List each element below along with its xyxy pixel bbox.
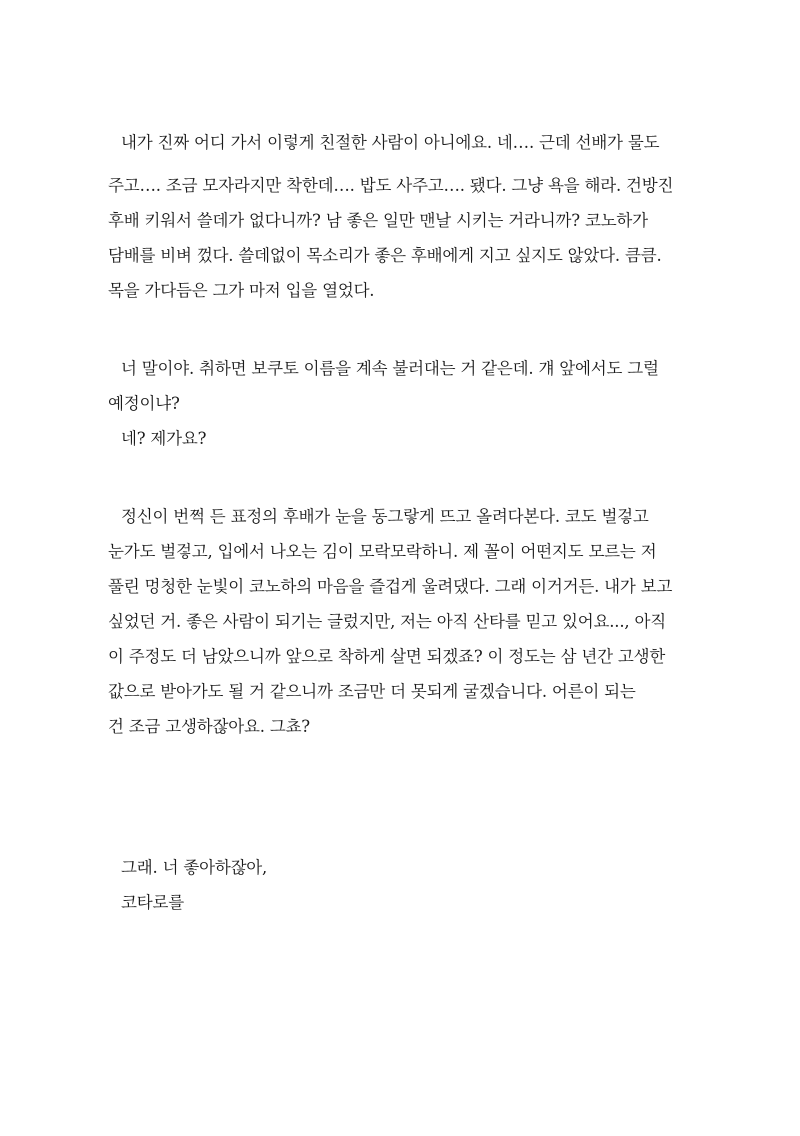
text-line: 값으로 받아가도 될 거 같으니까 조금만 더 못되게 굴겠습니다. 어른이 되는 <box>108 682 636 701</box>
text-line: 코타로를 <box>121 893 184 912</box>
text-line: 이 주정도 더 남았으니까 앞으로 착하게 살면 되겠죠? 이 정도는 삼 년간 고생한 <box>108 647 666 666</box>
text-line: 예정이냐? <box>108 394 180 413</box>
text-line: 싶었던 거. 좋은 사람이 되기는 글렀지만, 저는 아직 산타를 믿고 있어요..., 아직 <box>108 612 666 631</box>
text-line: 담배를 비벼 껐다. 쓸데없이 목소리가 좋은 후배에게 지고 싶지도 않았다. 큼큼. <box>108 246 662 265</box>
text-line: 풀린 멍청한 눈빛이 코노하의 마음을 즐겁게 울려댔다. 그래 이거거든. 내가 보고 <box>108 577 673 596</box>
text-line: 후배 키워서 쓸데가 없다니까? 남 좋은 일만 맨날 시키는 거라니까? 코노하가 <box>108 211 648 230</box>
text-line: 그래. 너 좋아하잖아, <box>121 858 268 877</box>
text-line: 주고…. 조금 모자라지만 착한데…. 밥도 사주고…. 됐다. 그냥 욕을 해라. 건방진 <box>108 176 674 195</box>
text-line: 눈가도 벌겋고, 입에서 나오는 김이 모락모락하니. 제 꼴이 어떤지도 모르는 저 <box>108 542 657 561</box>
text-line: 목을 가다듬은 그가 마저 입을 열었다. <box>108 281 375 300</box>
text-line: 정신이 번쩍 든 표정의 후배가 눈을 동그랗게 뜨고 올려다본다. 코도 벌겋고 <box>121 507 649 526</box>
text-line: 건 조금 고생하잖아요. 그쵸? <box>108 717 310 736</box>
text-line: 내가 진짜 어디 가서 이렇게 친절한 사람이 아니에요. 네…. 근데 선배가 물도 <box>121 133 660 152</box>
text-line: 네? 제가요? <box>121 429 207 448</box>
text-line: 너 말이야. 취하면 보쿠토 이름을 계속 불러대는 거 같은데. 걔 앞에서도 그럴 <box>121 359 659 378</box>
